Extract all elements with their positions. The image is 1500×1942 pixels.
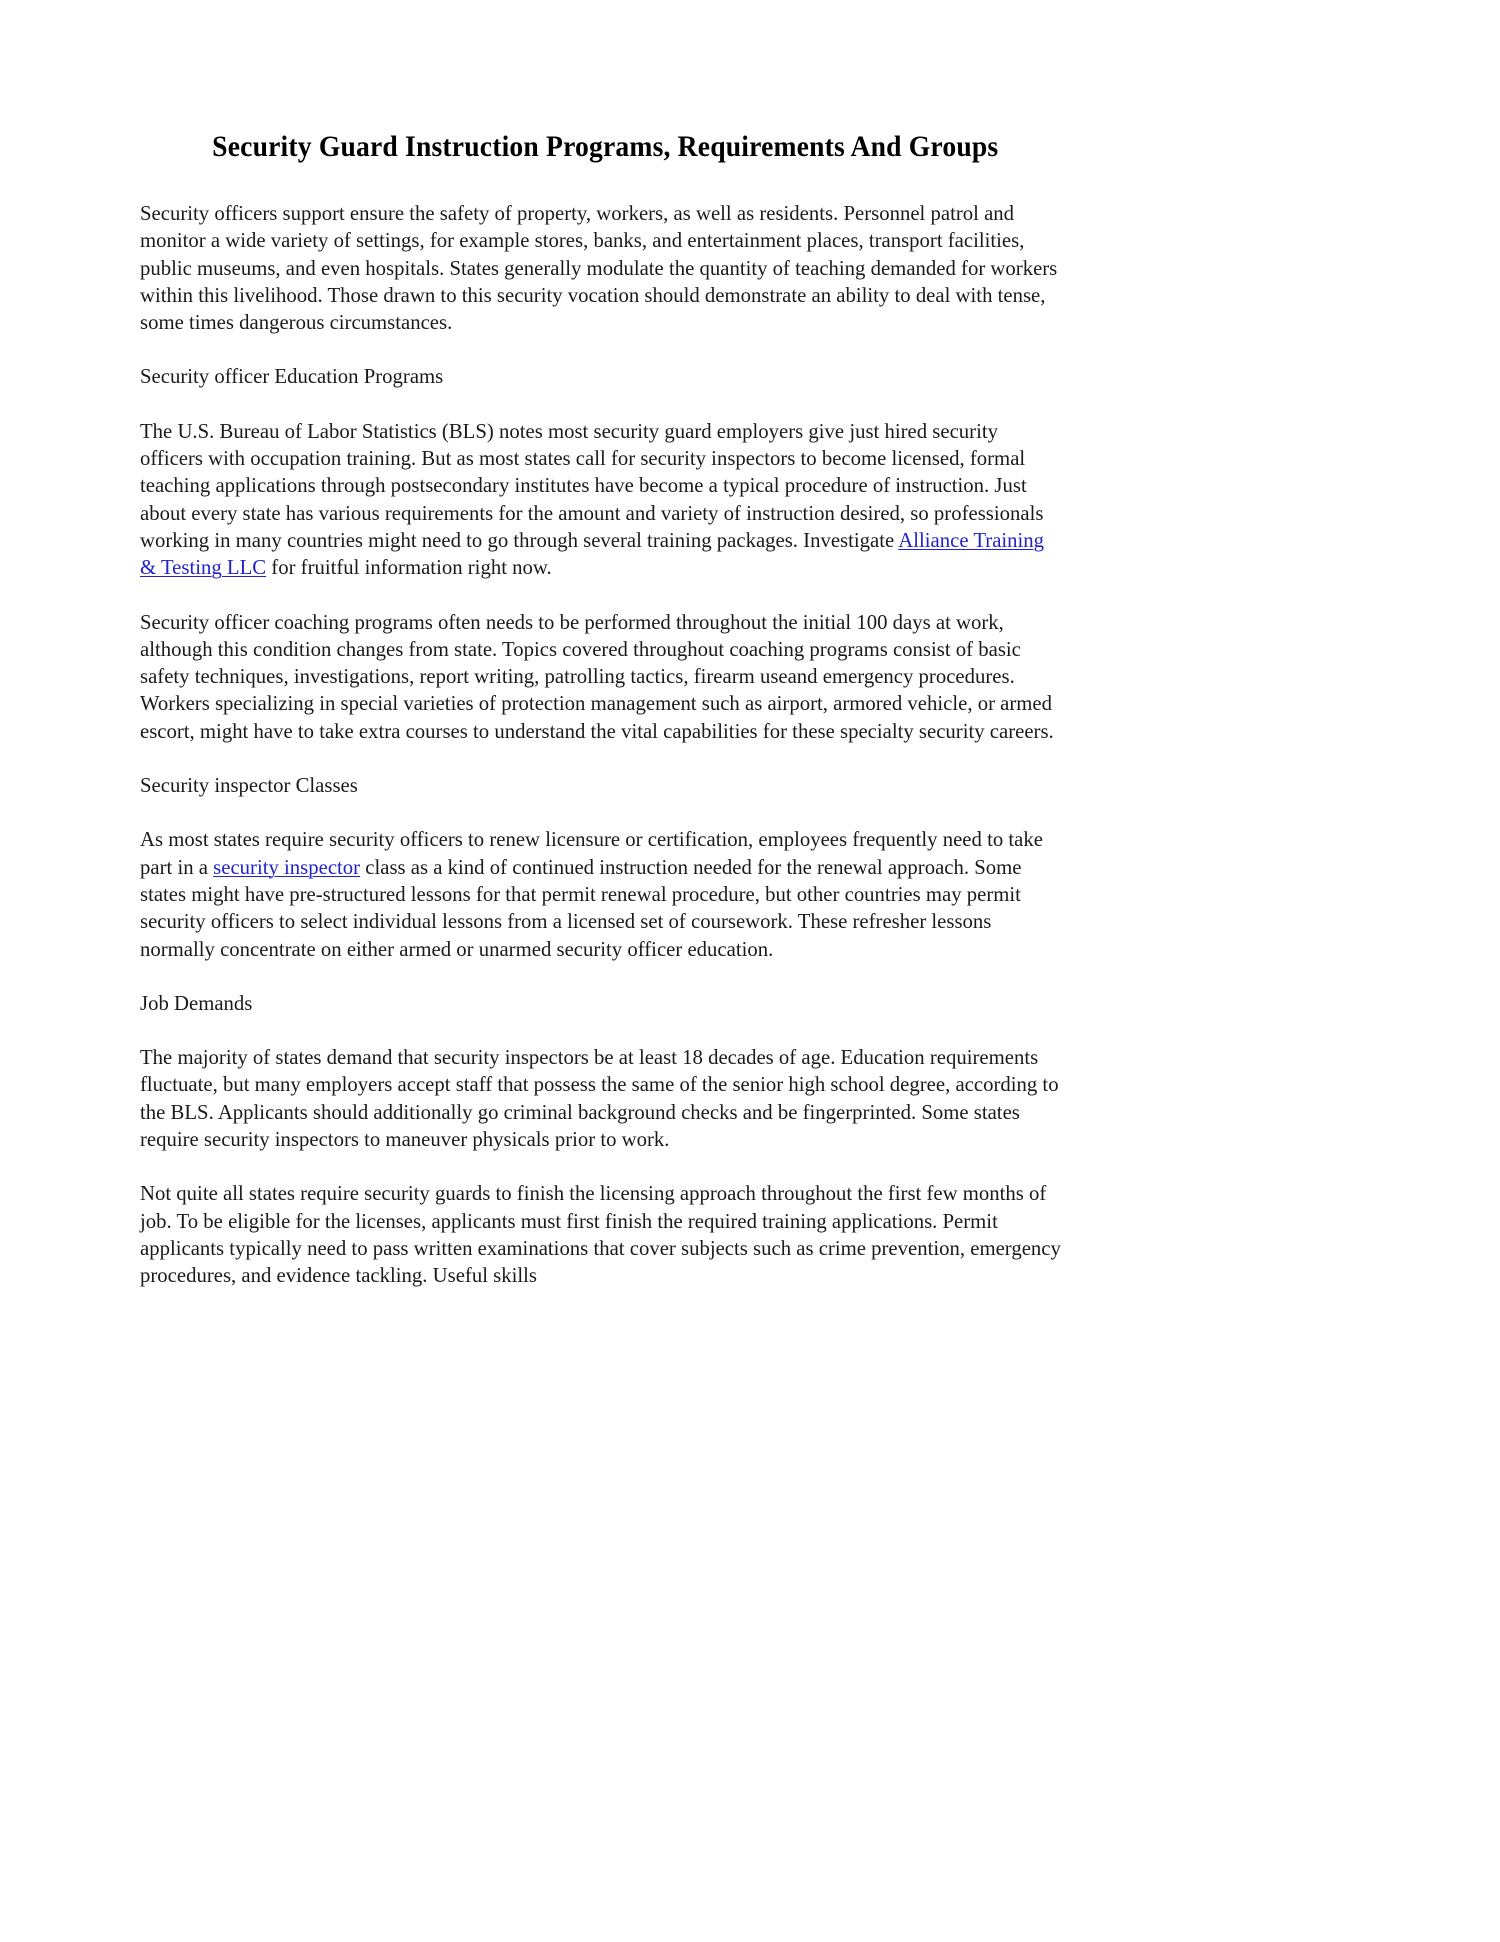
paragraph-gap [140, 745, 1065, 772]
paragraph-gap [140, 391, 1065, 418]
paragraph-gap [140, 582, 1065, 609]
paragraph-coaching-programs: Security officer coaching programs often needs to be performed throughout the initial 100 days at work, although this condition changes from state. Topics covered throughout coaching programs consist of basic safety techniques, investigations, report writing, patrolling tactics, firearm useand emergency procedures. Workers specializing in special varieties of protection management such as airport, armored vehicle, or armed escort, might have to take extra courses to understand the vital capabilities for these specialty security careers. [140, 609, 1054, 743]
section-heading-inspector-classes: Security inspector Classes [140, 773, 358, 798]
section-heading-education-programs: Security officer Education Programs [140, 364, 444, 389]
paragraph-gap [140, 799, 1065, 826]
paragraph-text-before-link: As most states require security officers to renew licensure or certification, employees frequently need to take part in a [140, 827, 1043, 879]
paragraph-gap [140, 336, 1065, 363]
title-spacer [140, 166, 1065, 200]
paragraph-inspector-classes [140, 826, 1065, 962]
link-alliance-training-testing[interactable]: Alliance Training & Testing LLC [140, 527, 1045, 580]
paragraph-gap [140, 963, 1065, 990]
paragraph-licensing: Not quite all states require security guards to finish the licensing approach throughout the first few months of job. To be eligible for the licenses, applicants must first finish the required training applications. Permit applicants typically need to pass written examinations that cover subjects such as crime prevention, emergency procedures, and evidence tackling. Useful skills [140, 1181, 1061, 1288]
paragraph-intro: Security officers support ensure the safety of property, workers, as well as residents. Personnel patrol and monitor a wide variety of settings, for example stores, banks, and entertainment places, transport facilities, public museums, and even hospitals. States generally modulate the quantity of teaching demanded for workers within this livelihood. Those drawn to this security vocation should demonstrate an ability to deal with tense, some times dangerous circumstances. [140, 201, 1058, 335]
paragraph-job-demands: The majority of states demand that security inspectors be at least 18 decades of age. Education requirements fluctuate, but many employers accept staff that possess the same of the senior high school degree, according to the BLS. Applicants should additionally go criminal background checks and be fingerprinted. Some states require security inspectors to maneuver physicals prior to work. [140, 1045, 1059, 1152]
paragraph-education-programs [140, 418, 1065, 582]
paragraph-text-after-link: class as a kind of continued instruction needed for the renewal approach. Some states might have pre-structured lessons for that permit renewal procedure, but other countries may permit security officers to select individual lessons from a licensed set of coursework. These refresher lessons normally concentrate on either armed or unarmed security officer education. [140, 854, 1022, 961]
section-heading-job-demands: Job Demands [140, 990, 253, 1015]
document-content [140, 128, 1065, 1290]
link-security-inspector[interactable]: security inspector [213, 854, 361, 879]
paragraph-gap [140, 1153, 1065, 1180]
paragraph-text-after-link: for fruitful information right now. [266, 555, 552, 580]
page-title: Security Guard Instruction Programs, Requirements And Groups [212, 130, 999, 163]
paragraph-text-before-link: The U.S. Bureau of Labor Statistics (BLS) notes most security guard employers give just hired security officers with occupation training. But as most states call for security inspectors to become licensed, formal teaching applications through postsecondary institutes have become a typical procedure of instruction. Just about every state has various requirements for the amount and variety of instruction desired, so professionals working in many countries might need to go through several training packages. Investigate [140, 418, 1044, 552]
paragraph-gap [140, 1017, 1065, 1044]
